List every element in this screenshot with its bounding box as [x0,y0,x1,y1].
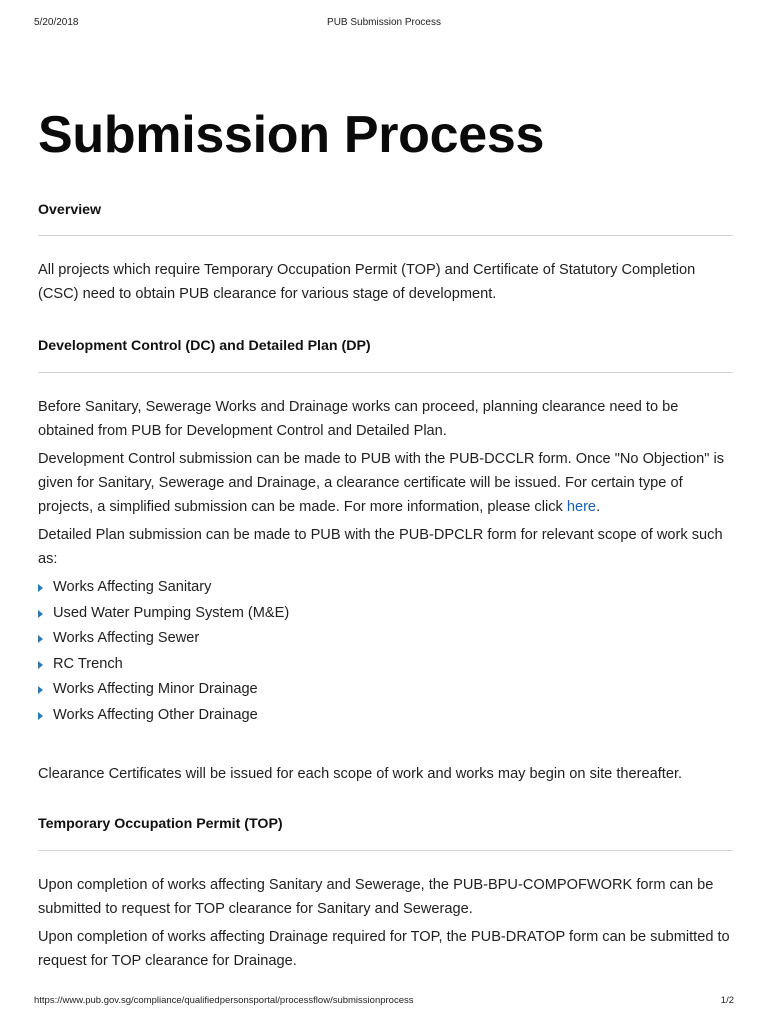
dc-dp-paragraph-2-end: . [596,499,601,515]
page-number: 1/2 [720,995,734,1006]
list-item: Works Affecting Sewer [38,626,733,652]
print-url: https://www.pub.gov.sg/compliance/qualifiedpersonsportal/processflow/submissionprocess [34,995,414,1006]
document-content [38,104,733,973]
print-doc-title: PUB Submission Process [327,17,441,28]
dc-dp-paragraph-1: Before Sanitary, Sewerage Works and Drainage works can proceed, planning clearance need to be obtained from PUB for Development Control and Detailed Plan. [38,399,679,439]
scope-of-work-list [38,575,733,729]
page-title: Submission Process [38,106,545,164]
print-header [34,17,734,31]
print-date: 5/20/2018 [34,17,79,28]
dc-dp-paragraph-4: Clearance Certificates will be issued for each scope of work and works may begin on site thereafter. [38,765,683,782]
here-link[interactable]: here [566,499,597,515]
overview-paragraph: All projects which require Temporary Occupation Permit (TOP) and Certificate of Statutory Completion (CSC) need to obtain PUB clearance for various stage of development. [38,262,696,302]
bullet-arrow-icon [38,661,43,669]
section-heading-top: Temporary Occupation Permit (TOP) [38,815,283,832]
bullet-arrow-icon [38,610,43,618]
bullet-arrow-icon [38,686,43,694]
list-item: RC Trench [38,652,733,678]
bullet-arrow-icon [38,635,43,643]
dc-dp-paragraph-2-text: Development Control submission can be made to PUB with the PUB-DCCLR form. Once "No Objection" is given for Sanitary, Sewerage and Drainage, a clearance certificate will be issued. For certain type of projects, a simplified submission can be made. For more information, please click [38,451,725,515]
top-paragraph-1: Upon completion of works affecting Sanitary and Sewerage, the PUB-BPU-COMPOFWORK form can be submitted to request for TOP clearance for Sanitary and Sewerage. [38,876,714,917]
top-paragraph-2: Upon completion of works affecting Drainage required for TOP, the PUB-DRATOP form can be submitted to request for TOP clearance for Drainage. [38,928,730,969]
list-item: Works Affecting Minor Drainage [38,677,733,703]
list-item: Works Affecting Sanitary [38,575,733,601]
section-heading-overview: Overview [38,202,102,218]
print-footer [34,995,734,1009]
section-heading-dc-dp: Development Control (DC) and Detailed Plan (DP) [38,338,371,354]
dc-dp-paragraph-2 [38,447,733,519]
list-item: Used Water Pumping System (M&E) [38,601,733,627]
bullet-arrow-icon [38,584,43,592]
list-item: Works Affecting Other Drainage [38,703,733,729]
dc-dp-paragraph-3: Detailed Plan submission can be made to PUB with the PUB-DPCLR form for relevant scope of work such as: [38,527,723,567]
bullet-arrow-icon [38,712,43,720]
